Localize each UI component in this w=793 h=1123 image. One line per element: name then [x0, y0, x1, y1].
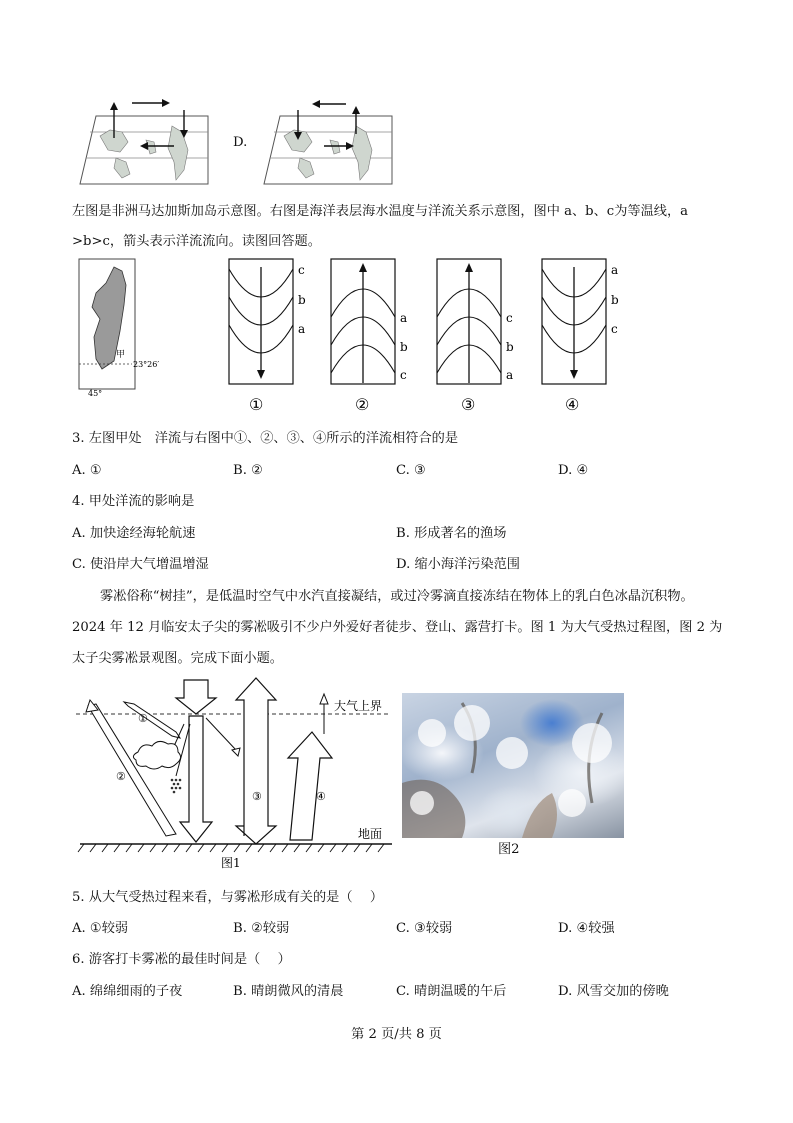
q4-stem: 4. 甲处洋流的影响是: [72, 494, 195, 509]
current-diagram-2: [324, 257, 414, 417]
mark-2: ②: [116, 770, 126, 783]
fig1-atmospheric-heating: [76, 676, 398, 872]
diagram-number-4: ④: [565, 395, 580, 414]
q4-option-c[interactable]: C. 使沿岸大气增温增湿: [72, 557, 209, 572]
world-map-option-c: [76, 96, 216, 188]
q6-option-c[interactable]: C. 晴朗温暖的午后: [396, 984, 507, 999]
current-diagram-1: [222, 257, 312, 417]
q4-option-d[interactable]: D. 缩小海洋污染范围: [396, 557, 520, 572]
svg-text:b: b: [611, 293, 619, 307]
diagram-number-3: ③: [461, 395, 476, 414]
q6-stem: 6. 游客打卡雾凇的最佳时间是（ ）: [72, 952, 291, 967]
page-footer: 第 2 页/共 8 页: [351, 1027, 442, 1042]
q6-option-b[interactable]: B. 晴朗微风的清晨: [233, 984, 344, 999]
q3-option-d[interactable]: D. ④: [558, 463, 589, 478]
svg-text:b: b: [506, 340, 514, 354]
svg-text:c: c: [298, 263, 305, 277]
q3-option-c[interactable]: C. ③: [396, 463, 426, 478]
mark-1: ①: [138, 712, 148, 725]
label-ground: 地面: [358, 827, 383, 841]
diagram-number-1: ①: [249, 395, 264, 414]
option-d-label: D.: [233, 135, 248, 150]
label-latitude: 23°26′: [133, 360, 160, 369]
q6-option-a[interactable]: A. 绵绵细雨的子夜: [72, 984, 183, 999]
q5-option-d[interactable]: D. ④较强: [558, 921, 615, 936]
label-longitude: 45°: [88, 389, 103, 397]
q5-stem: 5. 从大气受热过程来看，与雾凇形成有关的是（ ）: [72, 890, 384, 905]
fig2-caption: 图2: [498, 842, 520, 857]
intro-text: 左图是非洲马达加斯加岛示意图。右图是海洋表层海水温度与洋流关系示意图，图中 a、b、c为等温线，a >b>c，箭头表示洋流流向。读图回答题。: [72, 204, 688, 249]
svg-text:c: c: [400, 368, 407, 382]
q5-option-c[interactable]: C. ③较弱: [396, 921, 453, 936]
passage-text: 雾凇俗称“树挂”，是低温时空气中水汽直接凝结，或过冷雾滴直接冻结在物体上的乳白色冰晶沉积物。2024 年 12 月临安太子尖的雾凇吸引不少户外爱好者徒步、登山、露营打卡。图 1 为大气受热过程图，图 2 为太子尖雾凇景观图。完成下面小题。: [72, 589, 723, 666]
q4-option-b[interactable]: B. 形成著名的渔场: [396, 526, 507, 541]
q5-option-a[interactable]: A. ①较弱: [72, 921, 129, 936]
q3-option-a[interactable]: A. ①: [72, 463, 102, 478]
q3-option-b[interactable]: B. ②: [233, 463, 263, 478]
diagram-number-2: ②: [355, 395, 370, 414]
world-map-option-d: [258, 94, 400, 188]
q6-option-d[interactable]: D. 风雪交加的傍晚: [558, 984, 669, 999]
svg-text:a: a: [611, 263, 619, 277]
current-diagram-4: [535, 257, 625, 417]
fig2-rime-photo: [402, 693, 624, 838]
svg-text:c: c: [611, 322, 618, 336]
svg-text:c: c: [506, 311, 513, 325]
q5-option-b[interactable]: B. ②较弱: [233, 921, 290, 936]
label-jia: 甲: [116, 350, 126, 360]
label-upper-atmosphere: 大气上界: [334, 699, 383, 713]
svg-text:b: b: [298, 293, 306, 307]
fig1-caption: 图1: [221, 856, 241, 870]
mark-3: ③: [252, 790, 262, 803]
svg-text:a: a: [506, 368, 514, 382]
svg-text:a: a: [400, 311, 408, 325]
madagascar-map: [76, 257, 176, 397]
q3-stem: 3. 左图甲处 洋流与右图中①、②、③、④所示的洋流相符合的是: [72, 431, 459, 446]
svg-text:a: a: [298, 322, 306, 336]
svg-text:b: b: [400, 340, 408, 354]
q4-option-a[interactable]: A. 加快途经海轮航速: [72, 526, 196, 541]
mark-4: ④: [316, 790, 326, 803]
current-diagram-3: [430, 257, 520, 417]
